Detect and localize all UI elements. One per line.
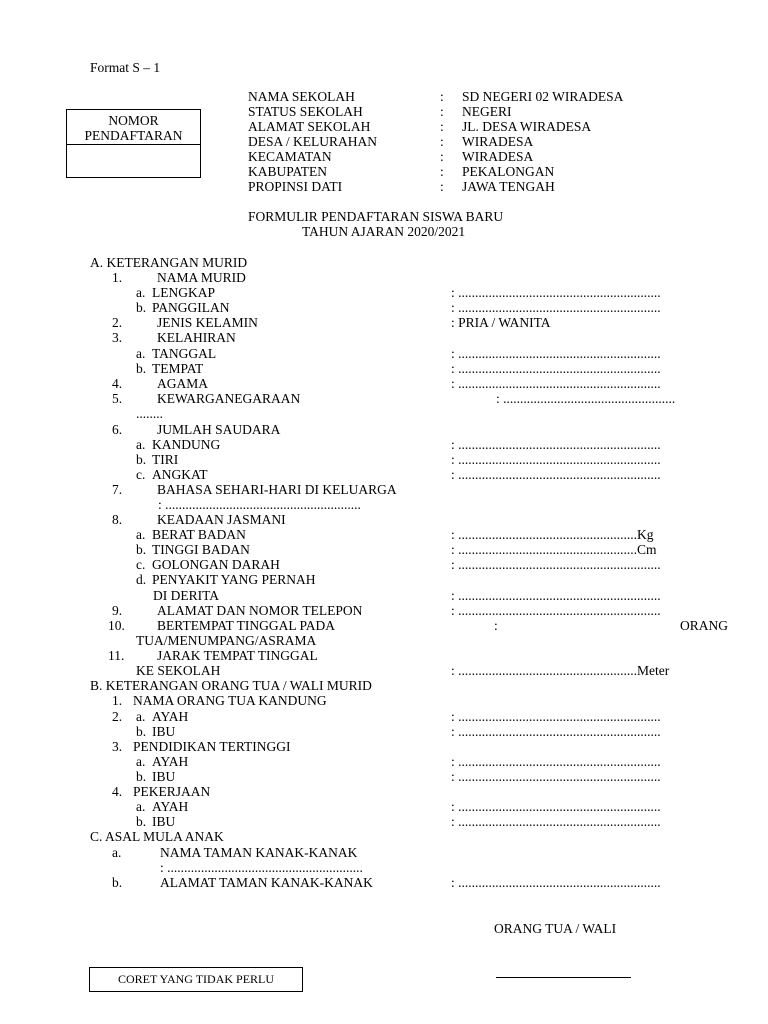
sub-letter: a. (136, 799, 146, 814)
school-info-colon: : (440, 119, 444, 134)
sub-letter: b. (136, 814, 147, 829)
sub-letter: a. (136, 754, 146, 769)
mother-education-label: IBU (152, 769, 176, 784)
illness-label: PENYAKIT YANG PERNAH (152, 572, 316, 587)
birth-date-label: TANGGAL (152, 346, 217, 361)
item-number: 2. (112, 709, 123, 724)
registration-number-box (66, 109, 201, 178)
note-box (89, 967, 303, 992)
item-number: 10. (108, 618, 125, 633)
illness-label-continued: DI DERITA (153, 588, 220, 603)
school-info-value: WIRADESA (462, 149, 534, 164)
mother-education-field[interactable]: : ............................................................ (451, 769, 661, 784)
education-label: PENDIDIKAN TERTINGGI (133, 739, 291, 754)
father-name-field[interactable]: : ............................................................ (451, 709, 661, 724)
note-text: CORET YANG TIDAK PERLU (117, 972, 275, 986)
school-info-label: PROPINSI DATI (248, 179, 343, 194)
siblings-label: JUMLAH SAUDARA (157, 422, 281, 437)
birth-date-field[interactable]: : ............................................................ (451, 346, 661, 361)
father-education-label: AYAH (152, 754, 189, 769)
school-info-label: DESA / KELURAHAN (248, 134, 378, 149)
biological-siblings-label: KANDUNG (152, 437, 221, 452)
sub-letter: d. (136, 572, 147, 587)
form-subtitle: TAHUN AJARAN 2020/2021 (302, 224, 466, 239)
school-info-value: JAWA TENGAH (462, 179, 555, 194)
sub-letter: b. (136, 542, 147, 557)
section-b-heading: B. KETERANGAN ORANG TUA / WALI MURID (90, 678, 372, 693)
school-info-label: STATUS SEKOLAH (248, 104, 363, 119)
item-number: 3. (112, 739, 123, 754)
blood-type-label: GOLONGAN DARAH (152, 557, 280, 572)
school-info-colon: : (440, 164, 444, 179)
item-number: 6. (112, 422, 123, 437)
item-number: 7. (112, 482, 123, 497)
address-phone-label: ALAMAT DAN NOMOR TELEPON (157, 603, 363, 618)
gender-field[interactable]: : PRIA / WANITA (451, 315, 551, 330)
father-occupation-label: AYAH (152, 799, 189, 814)
sub-letter: c. (136, 557, 146, 572)
address-phone-field[interactable]: : ............................................................ (451, 603, 661, 618)
school-info-value: SD NEGERI 02 WIRADESA (462, 89, 624, 104)
birth-place-label: TEMPAT (152, 361, 204, 376)
school-info-colon: : (440, 179, 444, 194)
distance-field[interactable]: : .....................................................Meter (451, 663, 670, 678)
sub-letter: b. (136, 724, 147, 739)
biological-siblings-field[interactable]: : ............................................................ (451, 437, 661, 452)
weight-field[interactable]: : .....................................................Kg (451, 527, 654, 542)
sub-letter: a. (136, 346, 146, 361)
adopted-siblings-label: ANGKAT (152, 467, 208, 482)
section-c-heading: C. ASAL MULA ANAK (90, 829, 224, 844)
mother-occupation-label: IBU (152, 814, 176, 829)
daily-language-label: BAHASA SEHARI-HARI DI KELUARGA (157, 482, 397, 497)
father-name-label: AYAH (152, 709, 189, 724)
father-occupation-field[interactable]: : ............................................................ (451, 799, 661, 814)
height-field[interactable]: : .....................................................Cm (451, 542, 657, 557)
item-number: 8. (112, 512, 123, 527)
school-info-colon: : (440, 134, 444, 149)
birth-label: KELAHIRAN (157, 330, 236, 345)
residence-colon: : (494, 618, 498, 633)
registration-label-line2: PENDAFTARAN (84, 128, 183, 143)
nickname-label: PANGGILAN (152, 300, 230, 315)
residence-options[interactable]: TUA/MENUMPANG/ASRAMA (136, 633, 317, 648)
section-a-heading: A. KETERANGAN MURID (90, 255, 248, 270)
birth-place-field[interactable]: : ............................................................ (451, 361, 661, 376)
school-info-label: KECAMATAN (248, 149, 332, 164)
physical-condition-label: KEADAAN JASMANI (157, 512, 286, 527)
weight-label: BERAT BADAN (152, 527, 246, 542)
blood-type-field[interactable]: : ............................................................ (451, 557, 661, 572)
form-title: FORMULIR PENDAFTARAN SISWA BARU (248, 209, 504, 224)
citizenship-field[interactable]: : ................................................... (496, 391, 676, 406)
full-name-label: LENGKAP (152, 285, 215, 300)
signature-label: ORANG TUA / WALI (494, 921, 617, 936)
residence-option-parents[interactable]: ORANG (680, 618, 729, 633)
school-info-label: KABUPATEN (248, 164, 328, 179)
residence-label: BERTEMPAT TINGGAL PADA (157, 618, 335, 633)
distance-label: JARAK TEMPAT TINGGAL (157, 648, 318, 663)
height-label: TINGGI BADAN (152, 542, 250, 557)
daily-language-field[interactable]: : .......................................................... (158, 497, 361, 512)
full-name-field[interactable]: : ............................................................ (451, 285, 661, 300)
school-info-colon: : (440, 89, 444, 104)
school-info-label: NAMA SEKOLAH (248, 89, 355, 104)
item-number: 4. (112, 784, 123, 799)
distance-label-continued: KE SEKOLAH (136, 663, 221, 678)
school-info-value: WIRADESA (462, 134, 534, 149)
sub-letter: b. (136, 452, 147, 467)
student-name-label: NAMA MURID (157, 270, 246, 285)
format-label: Format S – 1 (90, 60, 161, 75)
citizenship-label: KEWARGANEGARAAN (157, 391, 301, 406)
sub-letter: b. (136, 361, 147, 376)
step-siblings-label: TIRI (152, 452, 179, 467)
school-info-value: NEGERI (462, 104, 512, 119)
kindergarten-address-label: ALAMAT TAMAN KANAK-KANAK (160, 875, 373, 890)
item-number: 11. (108, 648, 125, 663)
mother-occupation-field[interactable]: : ............................................................ (451, 814, 661, 829)
sub-letter: a. (136, 527, 146, 542)
registration-number-field[interactable] (67, 145, 200, 177)
mother-name-field[interactable]: : ............................................................ (451, 724, 661, 739)
step-siblings-field[interactable]: : ............................................................ (451, 452, 661, 467)
adopted-siblings-field[interactable]: : ............................................................ (451, 467, 661, 482)
religion-field[interactable]: : ............................................................ (451, 376, 661, 391)
school-info-value: JL. DESA WIRADESA (462, 119, 592, 134)
signature-line[interactable] (496, 977, 631, 978)
school-info-colon: : (440, 149, 444, 164)
registration-label-line1: NOMOR (108, 113, 159, 128)
item-number: 1. (112, 270, 123, 285)
item-number: 5. (112, 391, 123, 406)
sub-letter: b. (112, 875, 123, 890)
sub-letter: a. (112, 845, 122, 860)
sub-letter: b. (136, 300, 147, 315)
kindergarten-name-label: NAMA TAMAN KANAK-KANAK (160, 845, 358, 860)
sub-letter: a. (136, 437, 146, 452)
gender-label: JENIS KELAMIN (157, 315, 258, 330)
item-number: 4. (112, 376, 123, 391)
item-number: 3. (112, 330, 123, 345)
citizenship-field-continued: ........ (136, 406, 163, 421)
kindergarten-address-field[interactable]: : ............................................................ (451, 875, 661, 890)
father-education-field[interactable]: : ............................................................ (451, 754, 661, 769)
religion-label: AGAMA (157, 376, 209, 391)
occupation-label: PEKERJAAN (133, 784, 211, 799)
sub-letter: b. (136, 769, 147, 784)
school-info-label: ALAMAT SEKOLAH (248, 119, 371, 134)
item-number: 2. (112, 315, 123, 330)
school-info-colon: : (440, 104, 444, 119)
parents-name-label: NAMA ORANG TUA KANDUNG (133, 693, 327, 708)
sub-letter: a. (136, 285, 146, 300)
sub-letter: c. (136, 467, 146, 482)
item-number: 9. (112, 603, 123, 618)
item-number: 1. (112, 693, 123, 708)
illness-field[interactable]: : ............................................................ (451, 588, 661, 603)
kindergarten-name-field[interactable]: : .......................................................... (160, 860, 363, 875)
mother-name-label: IBU (152, 724, 176, 739)
school-info-value: PEKALONGAN (462, 164, 555, 179)
sub-letter: a. (136, 709, 146, 724)
nickname-field[interactable]: : ............................................................ (451, 300, 661, 315)
